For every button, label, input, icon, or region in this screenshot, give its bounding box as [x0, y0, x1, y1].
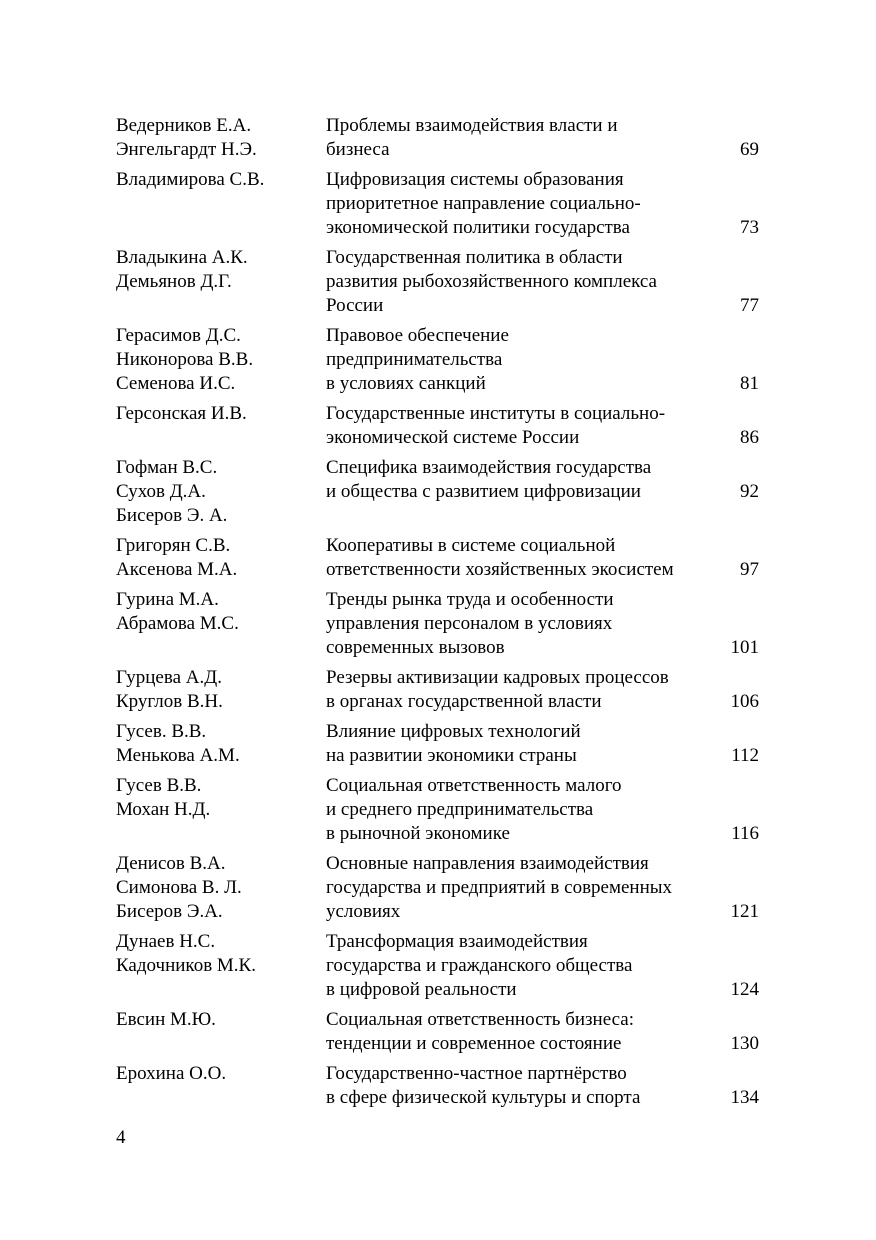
toc-entry-title	[326, 852, 726, 924]
toc-entry-title	[326, 168, 726, 240]
title-line: Государственная политика в области	[326, 247, 623, 268]
toc-entry-authors	[116, 168, 316, 192]
author-name: Владимирова С.В.	[116, 169, 265, 190]
title-line: Социальная ответственность малого	[326, 775, 622, 796]
title-line: государства и предприятий в современных	[326, 877, 673, 898]
toc-entry-authors	[116, 402, 316, 426]
toc-entry	[0, 720, 876, 768]
title-line: Социальная ответственность бизнеса:	[326, 1009, 635, 1030]
toc-entry-page-number: 81	[740, 373, 759, 394]
author-name: Круглов В.Н.	[116, 691, 223, 712]
author-name: Менькова А.М.	[116, 745, 240, 766]
title-line: и среднего предпринимательства	[326, 799, 594, 820]
title-line: в рыночной экономике	[326, 823, 510, 844]
toc-entry-page-number: 69	[740, 139, 759, 160]
author-name: Кадочников М.К.	[116, 955, 256, 976]
title-line: предпринимательства	[326, 349, 503, 370]
author-name: Ерохина О.О.	[116, 1063, 227, 1084]
toc-entry-title	[326, 930, 726, 1002]
toc-entry	[0, 456, 876, 528]
toc-entry-page-number: 124	[730, 979, 759, 1000]
toc-entry-title	[326, 402, 726, 450]
author-name: Бисеров Э.А.	[116, 901, 223, 922]
title-line: Тренды рынка труда и особенности	[326, 589, 614, 610]
toc-entry-page-number: 97	[740, 559, 759, 580]
toc-entry	[0, 168, 876, 240]
title-line: Проблемы взаимодействия власти и	[326, 115, 618, 136]
toc-entry-authors	[116, 534, 316, 582]
toc-entry	[0, 1008, 876, 1056]
toc-entry-title	[326, 1008, 726, 1056]
title-line: в органах государственной власти	[326, 691, 602, 712]
toc-entry-page-number: 101	[730, 637, 759, 658]
toc-entry-authors	[116, 456, 316, 528]
toc-entry-page-number: 134	[730, 1087, 759, 1108]
author-name: Аксенова М.А.	[116, 559, 238, 580]
author-name: Сухов Д.А.	[116, 481, 206, 502]
title-line: государства и гражданского общества	[326, 955, 633, 976]
author-name: Абрамова М.С.	[116, 613, 239, 634]
title-line: тенденции и современное состояние	[326, 1033, 622, 1054]
toc-entry-authors	[116, 774, 316, 822]
toc-entry-page-number: 106	[730, 691, 759, 712]
toc-entry-title	[326, 774, 726, 846]
author-name: Григорян С.В.	[116, 535, 231, 556]
toc-entry-title	[326, 324, 726, 396]
toc-entry-page-number: 92	[740, 481, 759, 502]
toc-entry	[0, 114, 876, 162]
toc-entry-title	[326, 456, 726, 504]
toc-entry-authors	[116, 246, 316, 294]
title-line: в сфере физической культуры и спорта	[326, 1087, 641, 1108]
toc-entry-title	[326, 114, 726, 162]
title-line: приоритетное направление социально-	[326, 193, 641, 214]
toc-entry-title	[326, 534, 726, 582]
author-name: Евсин М.Ю.	[116, 1009, 216, 1030]
title-line: России	[326, 295, 384, 316]
toc-entry-title	[326, 720, 726, 768]
author-name: Гурина М.А.	[116, 589, 219, 610]
author-name: Симонова В. Л.	[116, 877, 242, 898]
title-line: развития рыбохозяйственного комплекса	[326, 271, 657, 292]
title-line: и общества с развитием цифровизации	[326, 481, 641, 502]
author-name: Гурцева А.Д.	[116, 667, 222, 688]
title-line: условиях	[326, 901, 401, 922]
author-name: Денисов В.А.	[116, 853, 226, 874]
toc-entry-authors	[116, 852, 316, 924]
toc-entry-title	[326, 666, 726, 714]
toc-entry-authors	[116, 324, 316, 396]
title-line: в цифровой реальности	[326, 979, 517, 1000]
author-name: Владыкина А.К.	[116, 247, 248, 268]
toc-entry	[0, 930, 876, 1002]
title-line: экономической системе России	[326, 427, 580, 448]
toc-entry	[0, 774, 876, 846]
toc-entry	[0, 852, 876, 924]
title-line: бизнеса	[326, 139, 390, 160]
toc-entry-page-number: 77	[740, 295, 759, 316]
toc-entry-page-number: 73	[740, 217, 759, 238]
author-name: Герсонская И.В.	[116, 403, 247, 424]
toc-entry-page-number: 116	[731, 823, 759, 844]
toc-entry-page-number: 121	[730, 901, 759, 922]
title-line: Влияние цифровых технологий	[326, 721, 581, 742]
toc-entry-page-number: 112	[731, 745, 759, 766]
toc-entry-authors	[116, 1008, 316, 1032]
toc-entry	[0, 666, 876, 714]
author-name: Гусев. В.В.	[116, 721, 207, 742]
title-line: Резервы активизации кадровых процессов	[326, 667, 669, 688]
toc-entry-authors	[116, 720, 316, 768]
toc-entry	[0, 588, 876, 660]
toc-entry-authors	[116, 666, 316, 714]
title-line: Трансформация взаимодействия	[326, 931, 588, 952]
author-name: Демьянов Д.Г.	[116, 271, 232, 292]
toc-entry-page-number: 130	[730, 1033, 759, 1054]
title-line: Государственно-частное партнёрство	[326, 1063, 627, 1084]
author-name: Мохан Н.Д.	[116, 799, 211, 820]
title-line: управления персоналом в условиях	[326, 613, 613, 634]
toc-entry-page-number: 86	[740, 427, 759, 448]
toc-entry-authors	[116, 1062, 316, 1086]
toc-entry-authors	[116, 930, 316, 978]
author-name: Дунаев Н.С.	[116, 931, 216, 952]
toc-entry-authors	[116, 114, 316, 162]
table-of-contents	[0, 114, 876, 1116]
title-line: в условиях санкций	[326, 373, 486, 394]
toc-entry-authors	[116, 588, 316, 636]
title-line: Основные направления взаимодействия	[326, 853, 649, 874]
toc-entry-title	[326, 246, 726, 318]
title-line: Специфика взаимодействия государства	[326, 457, 652, 478]
title-line: на развитии экономики страны	[326, 745, 577, 766]
author-name: Бисеров Э. А.	[116, 505, 228, 526]
title-line: современных вызовов	[326, 637, 505, 658]
author-name: Ведерников Е.А.	[116, 115, 252, 136]
page-number: 4	[116, 1127, 126, 1148]
author-name: Герасимов Д.С.	[116, 325, 241, 346]
toc-entry	[0, 534, 876, 582]
author-name: Энгельгардт Н.Э.	[116, 139, 257, 160]
author-name: Гусев В.В.	[116, 775, 202, 796]
author-name: Гофман В.С.	[116, 457, 218, 478]
author-name: Никонорова В.В.	[116, 349, 254, 370]
toc-entry	[0, 324, 876, 396]
author-name: Семенова И.С.	[116, 373, 236, 394]
title-line: Правовое обеспечение	[326, 325, 509, 346]
toc-entry	[0, 246, 876, 318]
toc-entry	[0, 402, 876, 450]
toc-entry-title	[326, 588, 726, 660]
toc-entry	[0, 1062, 876, 1110]
title-line: Цифровизация системы образования	[326, 169, 624, 190]
title-line: Кооперативы в системе социальной	[326, 535, 616, 556]
title-line: ответственности хозяйственных экосистем	[326, 559, 674, 580]
title-line: экономической политики государства	[326, 217, 630, 238]
toc-entry-title	[326, 1062, 726, 1110]
title-line: Государственные институты в социально-	[326, 403, 666, 424]
